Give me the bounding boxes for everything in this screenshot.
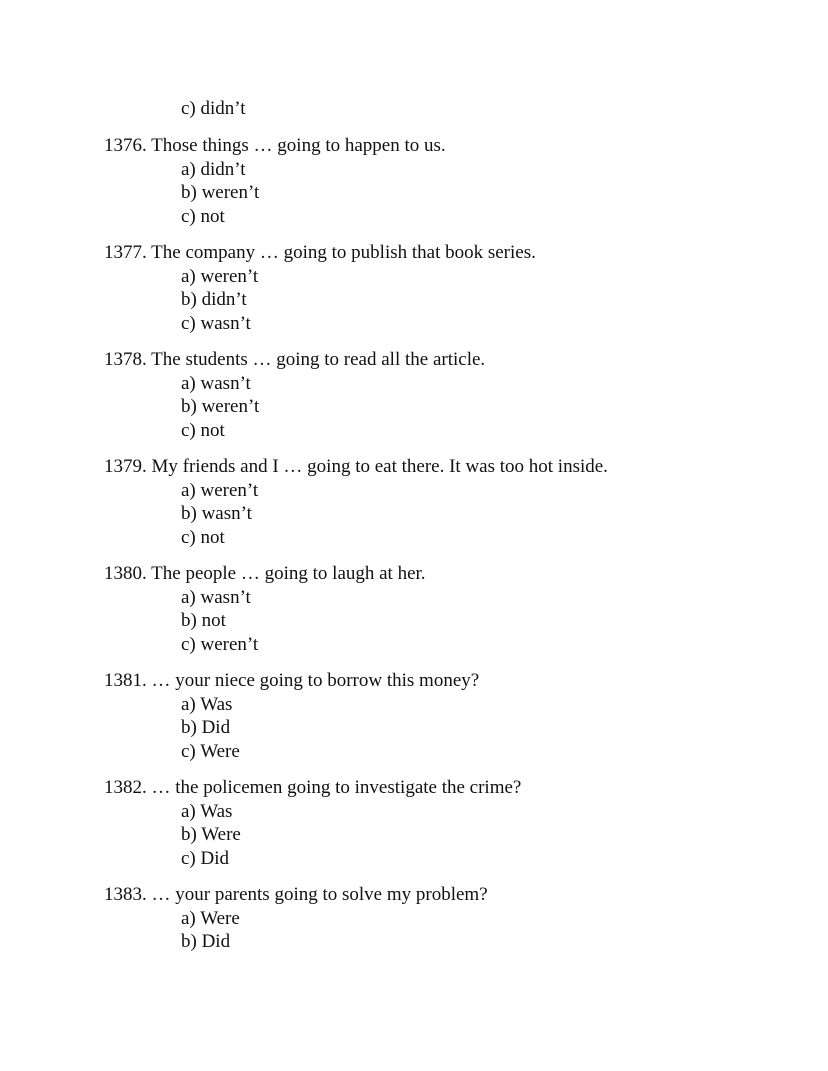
option-letter: c) <box>181 419 196 441</box>
option-letter: a) <box>181 587 196 608</box>
question-1378 <box>104 348 485 442</box>
option-text: not <box>200 526 225 548</box>
question-1383 <box>104 883 488 954</box>
carry-over-option <box>181 97 246 120</box>
question-number: 1376. <box>104 135 147 156</box>
question-text: The students … going to read all the article. <box>151 349 486 370</box>
option-text: not <box>201 610 226 632</box>
option-letter: b) <box>181 610 197 632</box>
option-letter: b) <box>181 396 197 418</box>
question-number: 1381. <box>104 670 147 691</box>
answer-option <box>181 930 488 953</box>
option-letter: a) <box>181 480 196 501</box>
answer-option <box>181 609 426 632</box>
question-1379 <box>104 455 608 549</box>
option-letter: b) <box>181 289 197 311</box>
option-text: Did <box>201 717 231 739</box>
option-letter: a) <box>181 801 196 822</box>
question-text: … your parents going to solve my problem? <box>151 884 488 905</box>
question-1377 <box>104 241 536 335</box>
answer-option <box>181 265 536 288</box>
answer-option <box>181 502 608 525</box>
option-letter: c) <box>181 740 196 762</box>
question-line <box>104 776 521 800</box>
question-line <box>104 669 479 693</box>
question-1382 <box>104 776 521 870</box>
question-1380 <box>104 562 426 656</box>
question-number: 1377. <box>104 242 147 263</box>
option-letter: b) <box>181 931 197 953</box>
question-number: 1382. <box>104 777 147 798</box>
option-text: didn’t <box>200 159 246 180</box>
option-text: Were <box>200 908 240 929</box>
answer-option <box>181 205 446 228</box>
answer-option <box>181 823 521 846</box>
question-1376 <box>104 134 446 228</box>
option-letter: b) <box>181 717 197 739</box>
option-letter: c) <box>181 526 196 548</box>
answer-option <box>181 633 426 656</box>
answer-option <box>181 419 485 442</box>
option-text: wasn’t <box>200 373 251 394</box>
question-text: … the policemen going to investigate the crime? <box>151 777 522 798</box>
question-text: … your niece going to borrow this money? <box>151 670 480 691</box>
answer-option <box>181 907 488 930</box>
option-letter: c) <box>181 98 196 119</box>
option-text: weren’t <box>201 182 260 204</box>
option-text: not <box>200 205 225 227</box>
question-text: My friends and I … going to eat there. It was too hot inside. <box>151 456 608 477</box>
answer-option <box>181 158 446 181</box>
question-line <box>104 883 488 907</box>
question-number: 1378. <box>104 349 147 370</box>
option-text: Was <box>200 694 233 715</box>
answer-option <box>181 740 479 763</box>
option-text: wasn’t <box>200 587 251 608</box>
option-text: weren’t <box>200 266 259 287</box>
option-text: didn’t <box>201 289 247 311</box>
answer-option <box>181 312 536 335</box>
option-letter: c) <box>181 847 196 869</box>
option-letter: c) <box>181 205 196 227</box>
answer-option <box>181 800 521 823</box>
option-text: weren’t <box>201 396 260 418</box>
option-text: wasn’t <box>200 312 251 334</box>
question-number: 1379. <box>104 456 147 477</box>
option-letter: b) <box>181 824 197 846</box>
question-text: The company … going to publish that book series. <box>151 242 536 263</box>
answer-option <box>181 693 479 716</box>
question-line <box>104 455 608 479</box>
answer-option <box>181 479 608 502</box>
option-text: Did <box>201 931 231 953</box>
answer-option <box>181 372 485 395</box>
option-letter: a) <box>181 159 196 180</box>
question-line <box>104 348 485 372</box>
option-letter: b) <box>181 182 197 204</box>
option-letter: a) <box>181 373 196 394</box>
answer-option <box>181 288 536 311</box>
question-line <box>104 241 536 265</box>
question-number: 1383. <box>104 884 147 905</box>
answer-option <box>181 395 485 418</box>
option-text: Was <box>200 801 233 822</box>
option-letter: c) <box>181 633 196 655</box>
option-text: Were <box>200 740 240 762</box>
answer-option <box>181 716 479 739</box>
question-number: 1380. <box>104 563 147 584</box>
question-text: The people … going to laugh at her. <box>151 563 426 584</box>
option-text: didn’t <box>200 98 246 119</box>
answer-option <box>181 526 608 549</box>
option-text: Did <box>200 847 230 869</box>
answer-option <box>181 847 521 870</box>
option-letter: a) <box>181 694 196 715</box>
option-text: weren’t <box>200 633 259 655</box>
option-letter: c) <box>181 312 196 334</box>
option-text: wasn’t <box>201 503 252 525</box>
option-letter: b) <box>181 503 197 525</box>
option-text: Were <box>201 824 241 846</box>
option-letter: a) <box>181 266 196 287</box>
question-1381 <box>104 669 479 763</box>
question-line <box>104 562 426 586</box>
option-text: weren’t <box>200 480 259 501</box>
option-text: not <box>200 419 225 441</box>
answer-option <box>181 181 446 204</box>
question-line <box>104 134 446 158</box>
answer-option <box>181 586 426 609</box>
option-letter: a) <box>181 908 196 929</box>
question-text: Those things … going to happen to us. <box>151 135 446 156</box>
